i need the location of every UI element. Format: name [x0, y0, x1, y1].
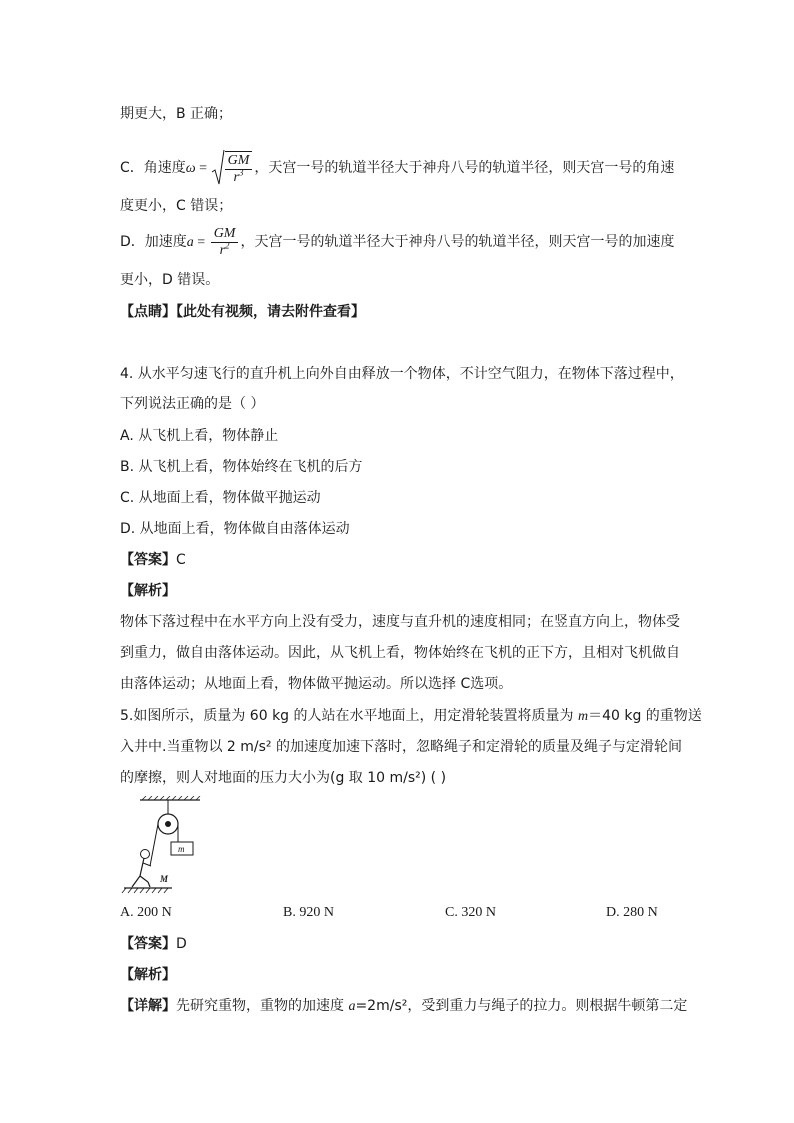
sqrt-formula [211, 148, 255, 188]
person-shin [148, 882, 150, 887]
q4-option-c: C. 从地面上看，物体做平抛运动 [120, 490, 321, 506]
q4-option-b: B. 从飞机上看，物体始终在飞机的后方 [120, 459, 363, 475]
q4-analysis-line-3: 由落体运动；从地面上看，物体做平抛运动。所以选择 C选项。 [120, 676, 513, 692]
denominator-exponent: 3 [238, 166, 244, 177]
q5-answer [120, 934, 187, 954]
q4-option-a: A. 从飞机上看，物体静止 [120, 428, 279, 444]
option-c-prefix: C．角速度 [120, 160, 186, 176]
q4-stem-2: 下列说法正确的是（ ） [120, 396, 265, 412]
q5-stem-2: 入井中.当重物以 2 m/s² 的加速度加速下落时，忽略绳子和定滑轮的质量及绳子与定滑轮间 [120, 739, 682, 755]
q5-stem-3: 的摩擦，则人对地面的压力大小为(g 取 10 m/s²) ( ) [120, 770, 447, 786]
answer-label: 【答案】 [120, 936, 176, 952]
fraction-numerator: GM [225, 153, 253, 170]
person-leg-left [132, 876, 140, 887]
equals-sign: = [193, 235, 209, 250]
prev-option-c-line-2: 度更小，C 错误； [120, 198, 233, 214]
pulley-axle [165, 821, 171, 827]
answer-value: C [176, 552, 186, 568]
q5-option-d: D. 280 N [606, 905, 658, 920]
q5-option-c: C. 320 N [445, 905, 496, 920]
q4-stem-1: 4. 从水平匀速飞行的直升机上向外自由释放一个物体，不计空气阻力，在物体下落过程中， [120, 366, 684, 382]
detail-text-a: 先研究重物，重物的加速度 [176, 998, 349, 1014]
pulley-figure [118, 796, 208, 894]
q4-analysis-line-1: 物体下落过程中在水平方向上没有受力，速度与直升机的速度相同；在竖直方向上，物体受 [120, 614, 680, 630]
tip-line: 【点睛】【此处有视频，请去附件查看】 [120, 304, 365, 320]
q5-option-a: A. 200 N [120, 905, 172, 920]
person-body [140, 858, 144, 876]
rope-to-person [150, 824, 158, 866]
accel-symbol: a [186, 235, 194, 250]
q4-answer [120, 550, 186, 570]
person-head [141, 850, 150, 859]
accel-symbol: a [348, 999, 356, 1014]
equals-sign: = [195, 161, 211, 176]
option-d-suffix: ，天宫一号的轨道半径大于神舟八号的轨道半径，则天宫一号的加速度 [240, 234, 675, 250]
fraction-denominator [225, 166, 253, 186]
answer-value: D [176, 936, 187, 952]
fraction-numerator: GM [211, 226, 239, 243]
prev-line-1: 期更大，B 正确； [120, 106, 233, 122]
detail-label: 【详解】 [120, 998, 176, 1014]
block-label: m [178, 844, 185, 854]
denominator-base: r [233, 169, 239, 185]
q4-analysis-line-2: 到重力，做自由落体运动。因此，从飞机上看，物体始终在飞机的正下方，且相对飞机做自 [120, 645, 680, 661]
q5-stem-1b: ＝40 kg 的重物送 [588, 708, 702, 724]
option-d-prefix: D．加速度 [120, 234, 187, 250]
q4-option-d: D. 从地面上看，物体做自由落体运动 [120, 521, 350, 537]
prev-option-c [120, 148, 674, 188]
detail-text-b: =2m/s²，受到重力与绳子的拉力。则根据牛顿第二定 [355, 998, 688, 1014]
q5-stem-1 [120, 706, 702, 727]
fraction-denominator [211, 239, 239, 259]
person-label: M [160, 874, 169, 884]
fraction-gm-r3 [225, 151, 253, 186]
mass-symbol: m [577, 709, 589, 724]
person-leg-right [140, 876, 148, 882]
q5-stem-1a: 5.如图所示，质量为 60 kg 的人站在水平地面上，用定滑轮装置将质量为 [120, 708, 578, 724]
prev-option-d-line-2: 更小，D 错误。 [120, 272, 220, 288]
q5-option-b: B. 920 N [283, 905, 334, 920]
denominator-exponent: 2 [225, 239, 230, 250]
ground-hatch [122, 888, 168, 893]
prev-option-d [120, 222, 674, 262]
q4-analysis-label: 【解析】 [120, 583, 176, 599]
omega-symbol: ω [185, 161, 196, 176]
q5-analysis-label: 【解析】 [120, 967, 176, 983]
option-c-suffix: ，天宫一号的轨道半径大于神舟八号的轨道半径，则天宫一号的角速 [254, 160, 675, 176]
q5-detail [120, 996, 687, 1017]
answer-label: 【答案】 [120, 552, 176, 568]
denominator-base: r [219, 242, 226, 258]
fraction-gm-r2 [211, 226, 239, 259]
sqrt-radical-icon [211, 148, 225, 188]
